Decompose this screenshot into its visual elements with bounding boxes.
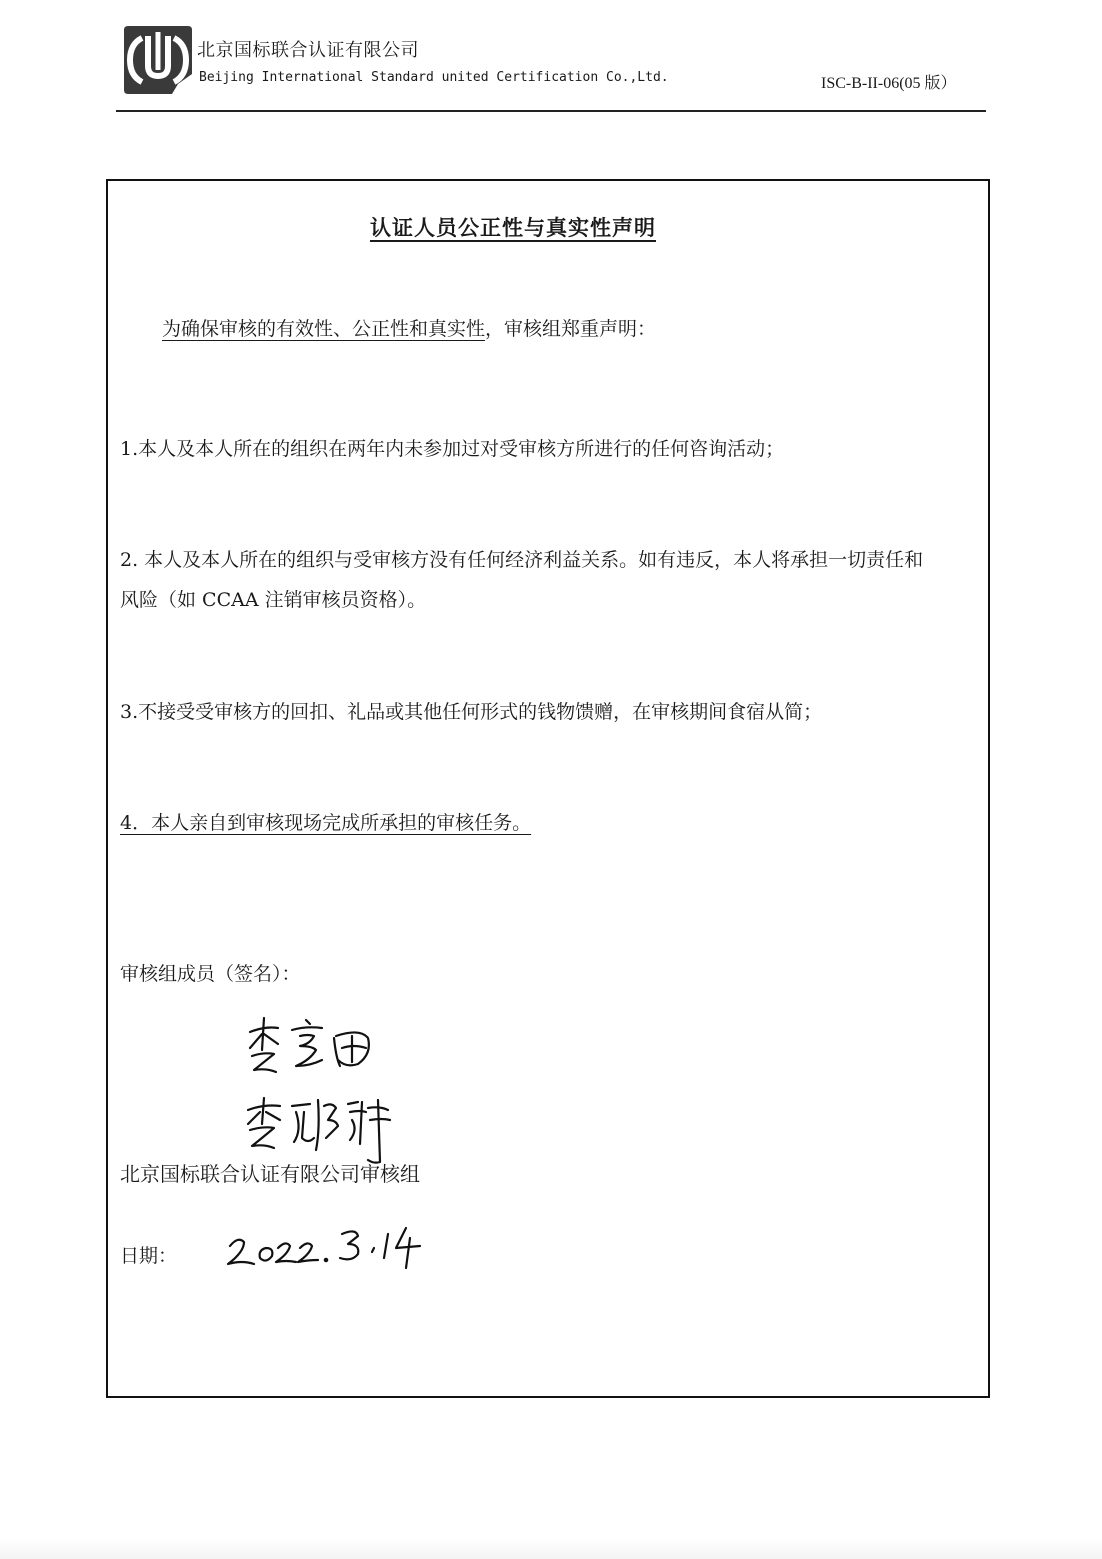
statement-item-2-line-1: 2. 本人及本人所在的组织与受审核方没有任何经济利益关系。如有违反，本人将承担一切责任和 — [120, 549, 924, 571]
statement-frame — [106, 179, 990, 1398]
handwritten-date — [224, 1222, 424, 1272]
audit-group-name: 北京国标联合认证有限公司审核组 — [120, 1162, 420, 1186]
signers-label: 审核组成员（签名）： — [120, 963, 301, 985]
company-name-english: Beijing International Standard united Certification Co.,Ltd. — [199, 70, 669, 85]
statement-item-4: 4．本人亲自到审核现场完成所承担的审核任务。 — [120, 812, 532, 834]
document-code: ISC-B-II-06(05 版） — [821, 75, 957, 92]
intro-underlined-text: 为确保审核的有效性、公正性和真实性 — [162, 318, 486, 340]
handwritten-signature-2 — [240, 1090, 400, 1170]
handwritten-signature-1 — [240, 1010, 390, 1080]
header-divider — [116, 110, 986, 112]
document-title: 认证人员公正性与真实性声明 — [370, 216, 656, 240]
company-name-chinese: 北京国标联合认证有限公司 — [197, 40, 419, 61]
statement-item-2-line-2: 风险（如 CCAA 注销审核员资格）。 — [120, 589, 427, 611]
intro-rest-text: ，审核组郑重声明： — [485, 318, 657, 340]
statement-item-1: 1.本人及本人所在的组织在两年内未参加过对受审核方所进行的任何咨询活动； — [120, 438, 785, 460]
statement-item-3: 3.不接受受审核方的回扣、礼品或其他任何形式的钱物馈赠，在审核期间食宿从简； — [120, 701, 823, 723]
intro-paragraph — [162, 320, 656, 339]
scan-edge-shadow — [0, 1538, 1102, 1559]
company-logo-icon — [122, 24, 194, 96]
date-label: 日期： — [120, 1245, 178, 1267]
